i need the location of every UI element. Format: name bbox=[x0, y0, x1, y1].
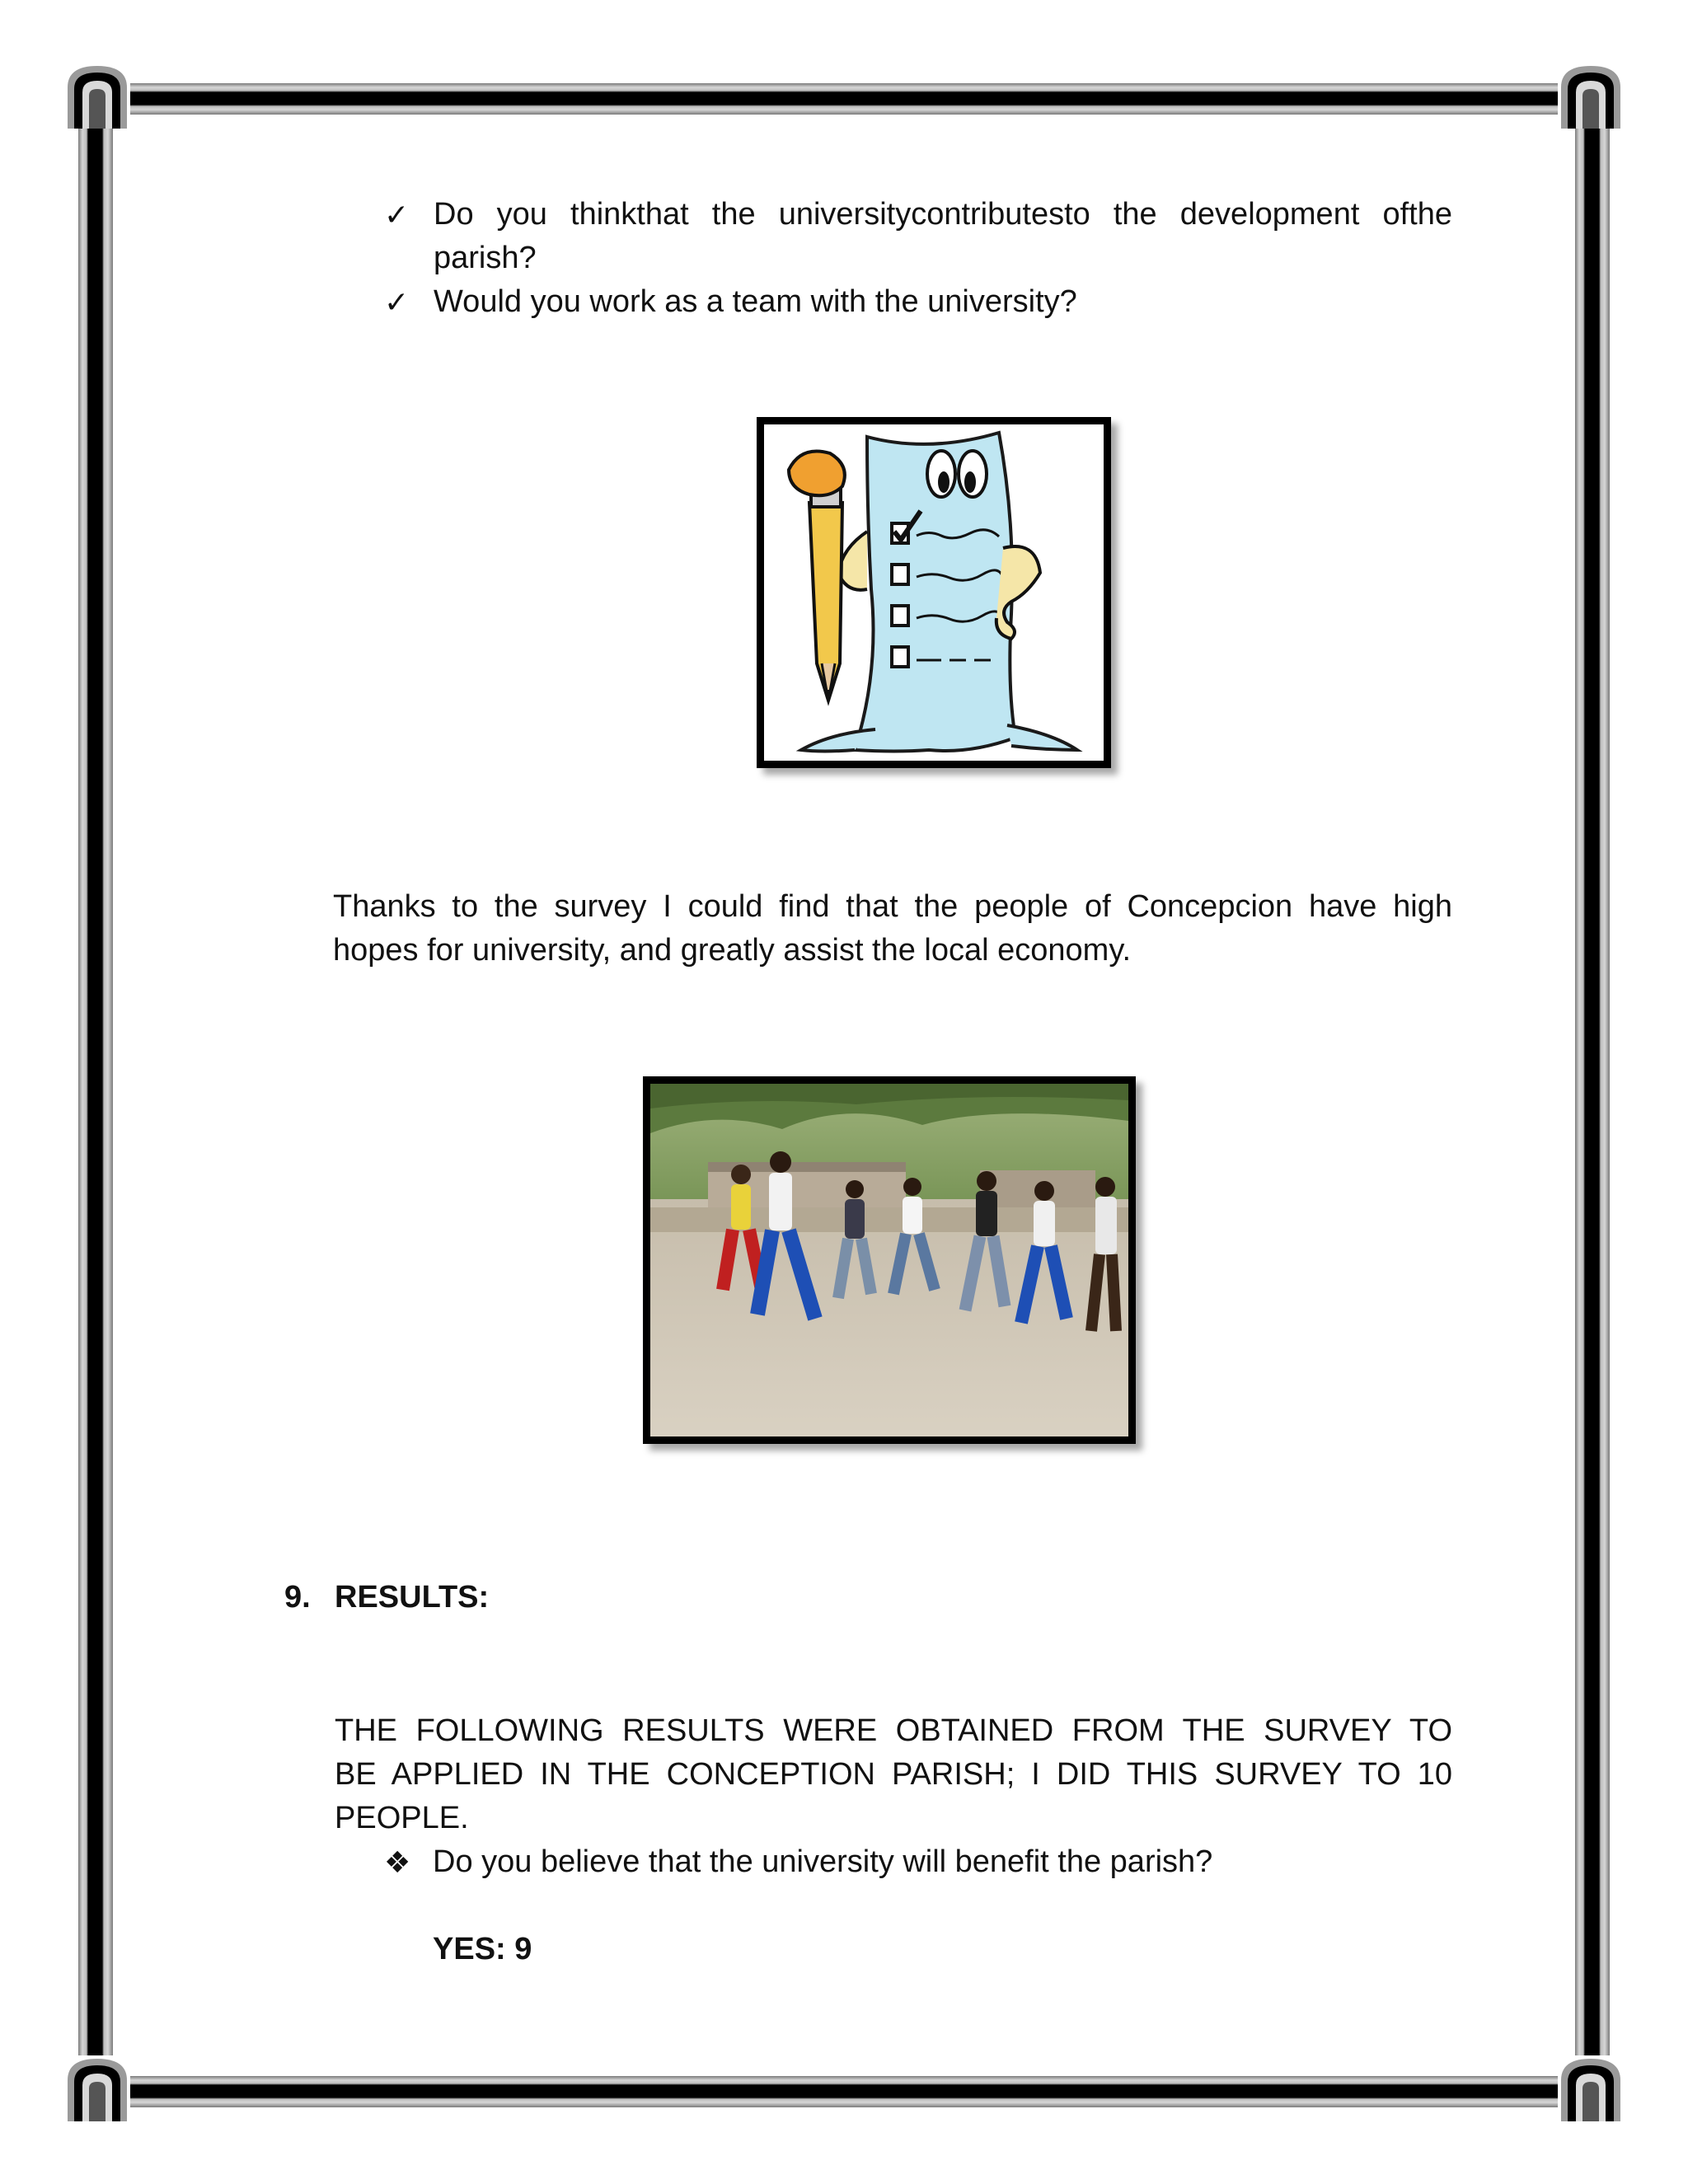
diamond-bullet-icon: ❖ bbox=[384, 1845, 411, 1879]
border-corner-bottom-right bbox=[1558, 2055, 1624, 2121]
results-intro-line-3: PEOPLE. bbox=[335, 1801, 469, 1835]
survey-clipart-figure bbox=[757, 417, 1111, 768]
border-corner-top-left bbox=[64, 63, 130, 129]
section-title: RESULTS: bbox=[335, 1580, 490, 1615]
border-bottom bbox=[82, 2076, 1606, 2107]
question-1-line-2: parish? bbox=[434, 241, 537, 275]
dancing-people-photo bbox=[650, 1084, 1128, 1436]
survey-checklist-clipart-icon bbox=[764, 424, 1104, 761]
question-2: Would you work as a team with the university? bbox=[434, 284, 1077, 319]
survey-summary-line-1: Thanks to the survey I could find that the people of Concepcion have high bbox=[333, 889, 1452, 924]
check-icon: ✓ bbox=[384, 198, 410, 232]
result-answer: YES: 9 bbox=[433, 1932, 532, 1966]
result-question: Do you believe that the university will benefit the parish? bbox=[433, 1844, 1213, 1879]
section-number: 9. bbox=[284, 1580, 311, 1615]
results-intro-line-1: THE FOLLOWING RESULTS WERE OBTAINED FROM THE SURVEY TO bbox=[335, 1713, 1452, 1748]
border-top bbox=[82, 83, 1606, 115]
question-1-line-1: Do you thinkthat the universitycontributesto the development ofthe bbox=[434, 197, 1452, 232]
results-intro-line-2: BE APPLIED IN THE CONCEPTION PARISH; I DID THIS SURVEY TO 10 bbox=[335, 1757, 1452, 1792]
border-corner-bottom-left bbox=[64, 2055, 130, 2121]
border-corner-top-right bbox=[1558, 63, 1624, 129]
check-icon: ✓ bbox=[384, 285, 410, 319]
survey-summary-line-2: hopes for university, and greatly assist the local economy. bbox=[333, 933, 1132, 968]
dancing-photo-figure bbox=[643, 1076, 1136, 1444]
border-right bbox=[1575, 107, 1610, 2085]
border-left bbox=[78, 107, 113, 2085]
